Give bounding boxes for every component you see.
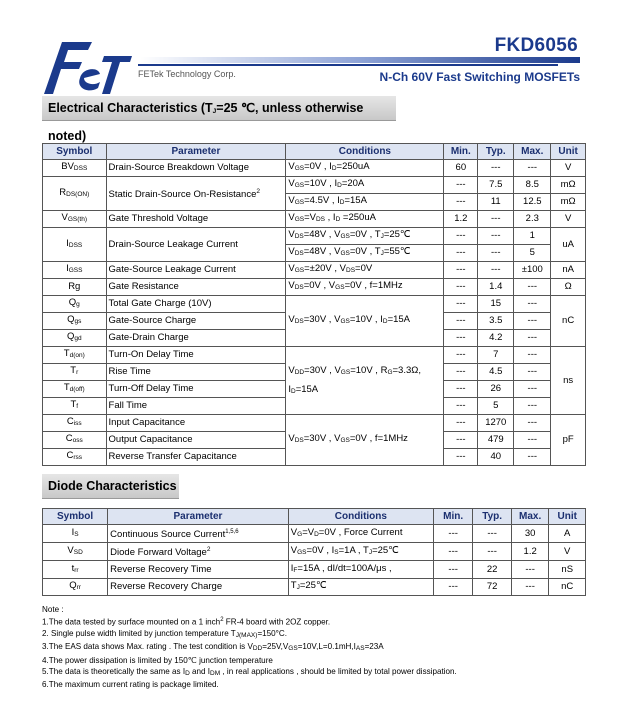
typ-cell: 1.4 (478, 279, 514, 296)
typ-cell: 4.5 (478, 364, 514, 381)
min-cell: --- (433, 543, 472, 561)
col-symbol: Symbol (43, 144, 107, 160)
param-cell: Output Capacitance (106, 432, 286, 449)
symbol-cell: $I_{DSS}$ (43, 228, 107, 262)
unit-cell: nC (551, 296, 586, 347)
cond-cell: $V_{GS}=V_{DS}$ , $I_D =250uA$ (286, 211, 444, 228)
param-cell: Turn-Off Delay Time (106, 381, 286, 398)
unit-cell: mΩ (551, 177, 586, 194)
param-cell: Gate Resistance (106, 279, 286, 296)
table-row (43, 228, 586, 245)
min-cell: --- (444, 432, 478, 449)
table-row (43, 296, 586, 313)
typ-cell: 1270 (478, 415, 514, 432)
typ-cell: 72 (473, 578, 511, 596)
diode-characteristics-table (42, 508, 586, 596)
min-cell: --- (444, 313, 478, 330)
table-row (43, 415, 586, 432)
max-cell: 2.3 (514, 211, 551, 228)
col-max: Max. (514, 144, 551, 160)
cond-cell: $V_{GS}=10V$ , $I_D=20A$ (286, 177, 444, 194)
table-row (43, 543, 586, 561)
header-rule (138, 64, 558, 66)
min-cell: --- (444, 364, 478, 381)
param-cell: Input Capacitance (106, 415, 286, 432)
symbol-cell: $t_{rr}$ (43, 561, 108, 579)
max-cell: --- (514, 432, 551, 449)
symbol-cell: $T_f$ (43, 398, 107, 415)
unit-cell: uA (551, 228, 586, 262)
cond-cell: $V_{DD}=30V$ , $V_{GS}=10V$ , $R_G=3.3\Omega$, $I_D=15A$ (286, 347, 444, 415)
symbol-cell: $C_{oss}$ (43, 432, 107, 449)
max-cell: --- (514, 330, 551, 347)
table-row (43, 347, 586, 364)
param-cell: Continuous Source Current$^{1,5,6}$ (108, 525, 289, 543)
col-symbol: Symbol (43, 509, 108, 525)
table-header-row (43, 144, 586, 160)
col-typ: Typ. (478, 144, 514, 160)
col-conditions: Conditions (286, 144, 444, 160)
symbol-cell: $V_{GS(th)}$ (43, 211, 107, 228)
table-row (43, 160, 586, 177)
header-gradient-bar (140, 57, 580, 63)
param-cell: Fall Time (106, 398, 286, 415)
min-cell: --- (444, 194, 478, 211)
param-cell: Rise Time (106, 364, 286, 381)
symbol-cell: $BV_{DSS}$ (43, 160, 107, 177)
section-title-electrical: Electrical Characteristics ($T_J=25$ ℃, unless otherwise noted) (42, 96, 396, 121)
symbol-cell: $Q_{gs}$ (43, 313, 107, 330)
typ-cell: 3.5 (478, 313, 514, 330)
param-cell: Diode Forward Voltage$^2$ (108, 543, 289, 561)
max-cell: --- (514, 398, 551, 415)
col-typ: Typ. (473, 509, 511, 525)
min-cell: 1.2 (444, 211, 478, 228)
col-unit: Unit (549, 509, 586, 525)
max-cell: --- (511, 578, 549, 596)
typ-cell: 22 (473, 561, 511, 579)
max-cell: --- (511, 561, 549, 579)
param-cell: Turn-On Delay Time (106, 347, 286, 364)
typ-cell: --- (473, 543, 511, 561)
unit-cell: V (551, 160, 586, 177)
typ-cell: 4.2 (478, 330, 514, 347)
symbol-cell: Rg (43, 279, 107, 296)
note-item: 6.The maximum current rating is package limited. (42, 679, 219, 689)
table-row (43, 279, 586, 296)
col-max: Max. (511, 509, 549, 525)
symbol-cell: $I_S$ (43, 525, 108, 543)
param-cell: Static Drain-Source On-Resistance$^2$ (106, 177, 286, 211)
typ-cell: --- (473, 525, 511, 543)
min-cell: --- (433, 561, 472, 579)
param-cell: Drain-Source Breakdown Voltage (106, 160, 286, 177)
max-cell: --- (514, 313, 551, 330)
typ-cell: --- (478, 160, 514, 177)
typ-cell: 26 (478, 381, 514, 398)
cond-cell: $T_J=25℃$ (288, 578, 433, 596)
min-cell: --- (444, 398, 478, 415)
typ-cell: --- (478, 228, 514, 245)
min-cell: --- (433, 578, 472, 596)
symbol-cell: $C_{rss}$ (43, 449, 107, 466)
unit-cell: Ω (551, 279, 586, 296)
max-cell: --- (514, 160, 551, 177)
symbol-cell: $Q_g$ (43, 296, 107, 313)
cond-cell: $I_F=15A$ , dI/dt=100A/μs , (288, 561, 433, 579)
typ-cell: 7.5 (478, 177, 514, 194)
max-cell: --- (514, 381, 551, 398)
symbol-cell: $Q_{gd}$ (43, 330, 107, 347)
col-parameter: Parameter (108, 509, 289, 525)
unit-cell: nS (549, 561, 586, 579)
max-cell: --- (514, 279, 551, 296)
note-item: 2. Single pulse width limited by junction temperature $T_{J(MAX)}=150^\circ C$. (42, 629, 287, 640)
unit-cell: ns (551, 347, 586, 415)
max-cell: 1.2 (511, 543, 549, 561)
min-cell: --- (444, 330, 478, 347)
typ-cell: --- (478, 245, 514, 262)
cond-cell: $V_{GS}=0V$ , $I_D=250uA$ (286, 160, 444, 177)
typ-cell: --- (478, 211, 514, 228)
max-cell: ±100 (514, 262, 551, 279)
min-cell: --- (444, 449, 478, 466)
min-cell: --- (444, 279, 478, 296)
min-cell: --- (444, 415, 478, 432)
param-cell: Reverse Recovery Charge (108, 578, 289, 596)
cond-cell: $V_{DS}=0V$ , $V_{GS}=0V$ , f=1MHz (286, 279, 444, 296)
typ-cell: 15 (478, 296, 514, 313)
max-cell: 12.5 (514, 194, 551, 211)
table-row (43, 211, 586, 228)
typ-cell: 7 (478, 347, 514, 364)
unit-cell: V (551, 211, 586, 228)
max-cell: 1 (514, 228, 551, 245)
col-min: Min. (444, 144, 478, 160)
param-cell: Reverse Recovery Time (108, 561, 289, 579)
symbol-cell: $I_{GSS}$ (43, 262, 107, 279)
col-min: Min. (433, 509, 472, 525)
typ-cell: 11 (478, 194, 514, 211)
cond-cell: $V_{DS}=30V$ , $V_{GS}=10V$ , $I_D=15A$ (286, 296, 444, 347)
fet-logo (40, 38, 135, 96)
note-item: 4.The power dissipation is limited by 150℃ junction temperature (42, 655, 273, 665)
min-cell: --- (444, 381, 478, 398)
notes-block (42, 604, 457, 690)
cond-cell: $V_{DS}=30V$ , $V_{GS}=0V$ , f=1MHz (286, 415, 444, 466)
section-title-diode: Diode Characteristics (42, 474, 179, 499)
param-cell: Gate-Source Leakage Current (106, 262, 286, 279)
symbol-cell: $T_r$ (43, 364, 107, 381)
min-cell: 60 (444, 160, 478, 177)
unit-cell: V (549, 543, 586, 561)
typ-cell: --- (478, 262, 514, 279)
max-cell: 5 (514, 245, 551, 262)
max-cell: --- (514, 296, 551, 313)
note-item: 5.The data is theoretically the same as $I_D$ and $I_{DM}$ , in real applications , should be limited by total power dissipation. (42, 666, 457, 677)
col-unit: Unit (551, 144, 586, 160)
min-cell: --- (444, 347, 478, 364)
col-conditions: Conditions (288, 509, 433, 525)
typ-cell: 5 (478, 398, 514, 415)
min-cell: --- (444, 228, 478, 245)
company-name: FETek Technology Corp. (138, 69, 236, 79)
param-cell: Total Gate Charge (10V) (106, 296, 286, 313)
product-subtitle: N-Ch 60V Fast Switching MOSFETs (379, 70, 580, 84)
cond-cell: $V_{DS}=48V$ , $V_{GS}=0V$ , $T_J=55℃$ (286, 245, 444, 262)
symbol-cell: $R_{DS(ON)}$ (43, 177, 107, 211)
max-cell: --- (514, 449, 551, 466)
typ-cell: 40 (478, 449, 514, 466)
table-row (43, 177, 586, 194)
unit-cell: nA (551, 262, 586, 279)
max-cell: --- (514, 415, 551, 432)
note-item: 3.The EAS data shows Max. rating . The test condition is $V_{DD}=25V,V_{GS}=10V,L=0.1mH,I_{AS}=23A$ (42, 642, 384, 653)
unit-cell: A (549, 525, 586, 543)
table-row (43, 578, 586, 596)
param-cell: Gate-Drain Charge (106, 330, 286, 347)
table-row (43, 262, 586, 279)
unit-cell: nC (549, 578, 586, 596)
unit-cell: mΩ (551, 194, 586, 211)
symbol-cell: $V_{SD}$ (43, 543, 108, 561)
min-cell: --- (433, 525, 472, 543)
max-cell: 8.5 (514, 177, 551, 194)
typ-cell: 479 (478, 432, 514, 449)
min-cell: --- (444, 296, 478, 313)
param-cell: Gate-Source Charge (106, 313, 286, 330)
symbol-cell: $T_{d(off)}$ (43, 381, 107, 398)
param-cell: Gate Threshold Voltage (106, 211, 286, 228)
max-cell: --- (514, 364, 551, 381)
symbol-cell: $T_{d(on)}$ (43, 347, 107, 364)
min-cell: --- (444, 177, 478, 194)
cond-cell: $V_{DS}=48V$ , $V_{GS}=0V$ , $T_J=25℃$ (286, 228, 444, 245)
electrical-characteristics-table (42, 143, 586, 466)
max-cell: 30 (511, 525, 549, 543)
symbol-cell: $Q_{rr}$ (43, 578, 108, 596)
table-row (43, 561, 586, 579)
part-number: FKD6056 (494, 35, 578, 56)
min-cell: --- (444, 245, 478, 262)
unit-cell: pF (551, 415, 586, 466)
symbol-cell: $C_{iss}$ (43, 415, 107, 432)
table-row (43, 525, 586, 543)
cond-cell: $V_G=V_D=0V$ , Force Current (288, 525, 433, 543)
param-cell: Reverse Transfer Capacitance (106, 449, 286, 466)
cond-cell: $V_{GS}=4.5V$ , $I_D=15A$ (286, 194, 444, 211)
col-parameter: Parameter (106, 144, 286, 160)
cond-cell: $V_{GS}=\pm 20V$ , $V_{DS}=0V$ (286, 262, 444, 279)
param-cell: Drain-Source Leakage Current (106, 228, 286, 262)
min-cell: --- (444, 262, 478, 279)
table-header-row (43, 509, 586, 525)
max-cell: --- (514, 347, 551, 364)
cond-cell: $V_{GS}=0V$ , $I_S=1A$ , $T_J=25℃$ (288, 543, 433, 561)
note-heading: Note : (42, 605, 64, 614)
note-item: 1.The data tested by surface mounted on a 1 inch$^2$ FR-4 board with 2OZ copper. (42, 617, 331, 627)
